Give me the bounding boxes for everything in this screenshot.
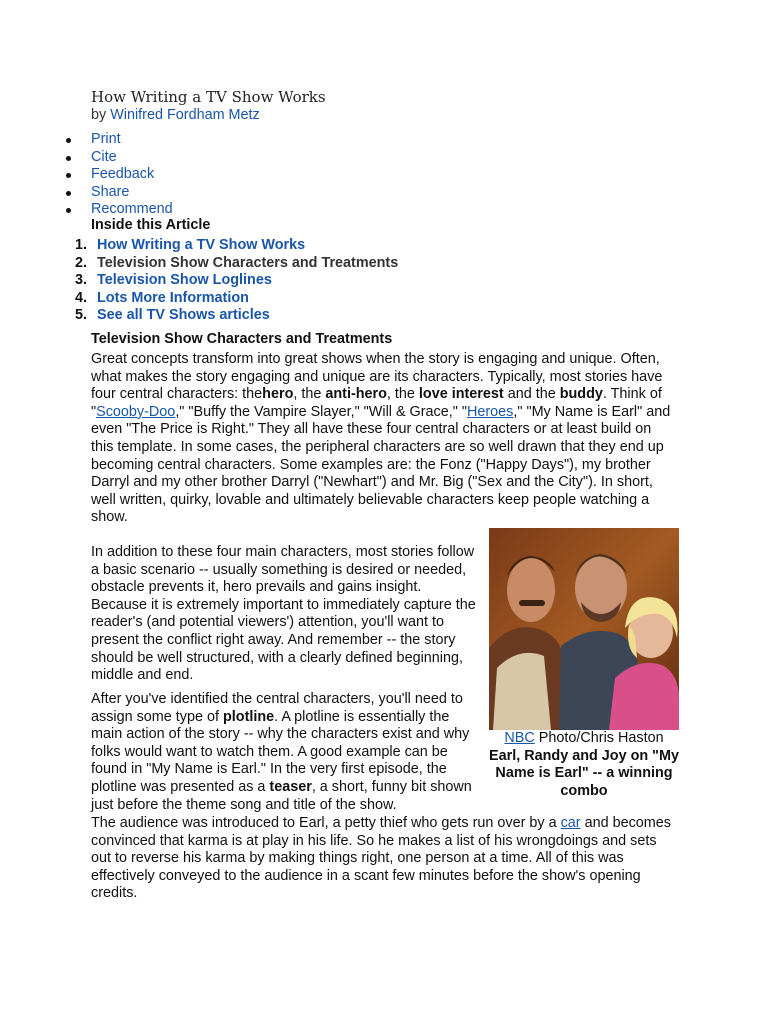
show-photo [489,528,679,730]
action-feedback [91,166,173,184]
print-link[interactable]: Print [91,131,121,147]
toc-number: 3. [75,272,88,289]
term-anti-hero: anti-hero [325,386,387,403]
toc-item [75,255,398,273]
text: After you've identified the central characters, you'll need to assign some type of [91,691,463,725]
term-hero: hero [262,386,294,403]
photo-credit [489,730,679,748]
caption-title: Earl, Randy and Joy on "My Name is Earl" -- a winning combo [489,747,679,799]
byline [91,107,260,125]
text: The audience was introduced to Earl, a petty thief who gets run over by a [91,815,561,831]
toc-number: 5. [75,307,88,324]
text: , the [293,386,326,403]
paragraph-earl [91,815,676,903]
paragraph-characters [91,351,671,527]
photo-caption [489,730,679,800]
action-share [91,184,173,202]
text: . A plotline is essentially the main action of the story -- why the characters exist and why folks would want to watch them. A good example can be found in "My Name is Earl." In the very first episode, the plotline was presented as a [91,708,470,795]
text: , the [386,386,419,403]
toc-number: 2. [75,254,88,271]
text: , a short, funny bit shown just before the theme song and title of the show. [91,778,472,813]
heroes-link[interactable]: Heroes [466,403,514,420]
toc-item [75,307,398,325]
paragraph-scenario: In addition to these four main characters, most stories follow a basic scenario -- usually something is desired or needed, obstacle prevents it, hero prevails and gains insight. Because it is extremely important to immediately capture the reader's (and potential viewers') attention, you'll want to present the conflict right away. And remember -- the story should be well structured, with a clearly defined beginning, middle and end. [91,544,476,684]
action-cite [91,149,173,167]
toc-link-more-info[interactable]: Lots More Information [97,289,249,306]
toc-current-page: Television Show Characters and Treatments [97,254,399,271]
text: ," "My Name is Earl" and even "The Price is Right." They all have these four central characters or at least build on this template. In some cases, the peripheral characters are so well drawn that they end up becoming central characters. Some examples are: the Fonz ("Happy Days"), my brother Darryl and my other brother Darryl ("Newhart") and Mr. Big ("Sex and the City"). In short, well written, quirky, lovable and ultimately believable characters keep people watching a show. [91,403,671,526]
author-link[interactable]: Winifred Fordham Metz [110,107,260,123]
term-love-interest: love interest [418,386,504,403]
cite-link[interactable]: Cite [91,148,117,165]
cast-photo-illustration [489,528,679,730]
car-link[interactable]: car [560,815,581,831]
page-title: How Writing a TV Show Works [91,88,326,106]
article-actions [91,131,173,219]
nbc-link[interactable]: NBC [504,730,535,746]
toc-item [75,290,398,308]
toc-link-loglines[interactable]: Television Show Loglines [97,272,272,289]
text: and becomes convinced that karma is at play in his life. So he makes a list of his wrongdoings and sets out to reverse his karma by making things right, one person at a time. All of this was effectively conveyed to the audience in a scant few minutes before the show's opening credits. [91,815,671,902]
share-link[interactable]: Share [91,183,130,200]
text: ," "Buffy the Vampire Slayer," "Will & Grace," " [175,403,467,420]
term-teaser: teaser [269,778,312,795]
toc-item [75,272,398,290]
feedback-link[interactable]: Feedback [91,166,155,183]
term-plotline: plotline [222,708,275,725]
text: and the [503,386,560,403]
text: . Think of " [91,386,662,420]
scooby-doo-link[interactable]: Scooby-Doo [96,403,176,420]
action-print [91,131,173,149]
byline-prefix: by [91,107,107,123]
photo-credit-text: Photo/Chris Haston [534,730,664,746]
recommend-link[interactable]: Recommend [91,201,173,218]
toc-number: 1. [75,237,88,253]
article-toc [75,237,398,325]
toc-item [75,237,398,255]
paragraph-plotline [91,691,483,814]
section-heading: Television Show Characters and Treatments [91,331,393,347]
term-buddy: buddy [559,386,603,403]
toc-number: 4. [75,289,88,306]
toc-link-how-writing[interactable]: How Writing a TV Show Works [97,237,306,253]
toc-link-all-tv-shows[interactable]: See all TV Shows articles [97,307,270,324]
inside-article-heading: Inside this Article [91,217,211,233]
text: Great concepts transform into great shows when the story is engaging and unique. Often, what makes the story engaging and unique are its characters. Typically, most stories have four central characters: the [91,351,663,403]
